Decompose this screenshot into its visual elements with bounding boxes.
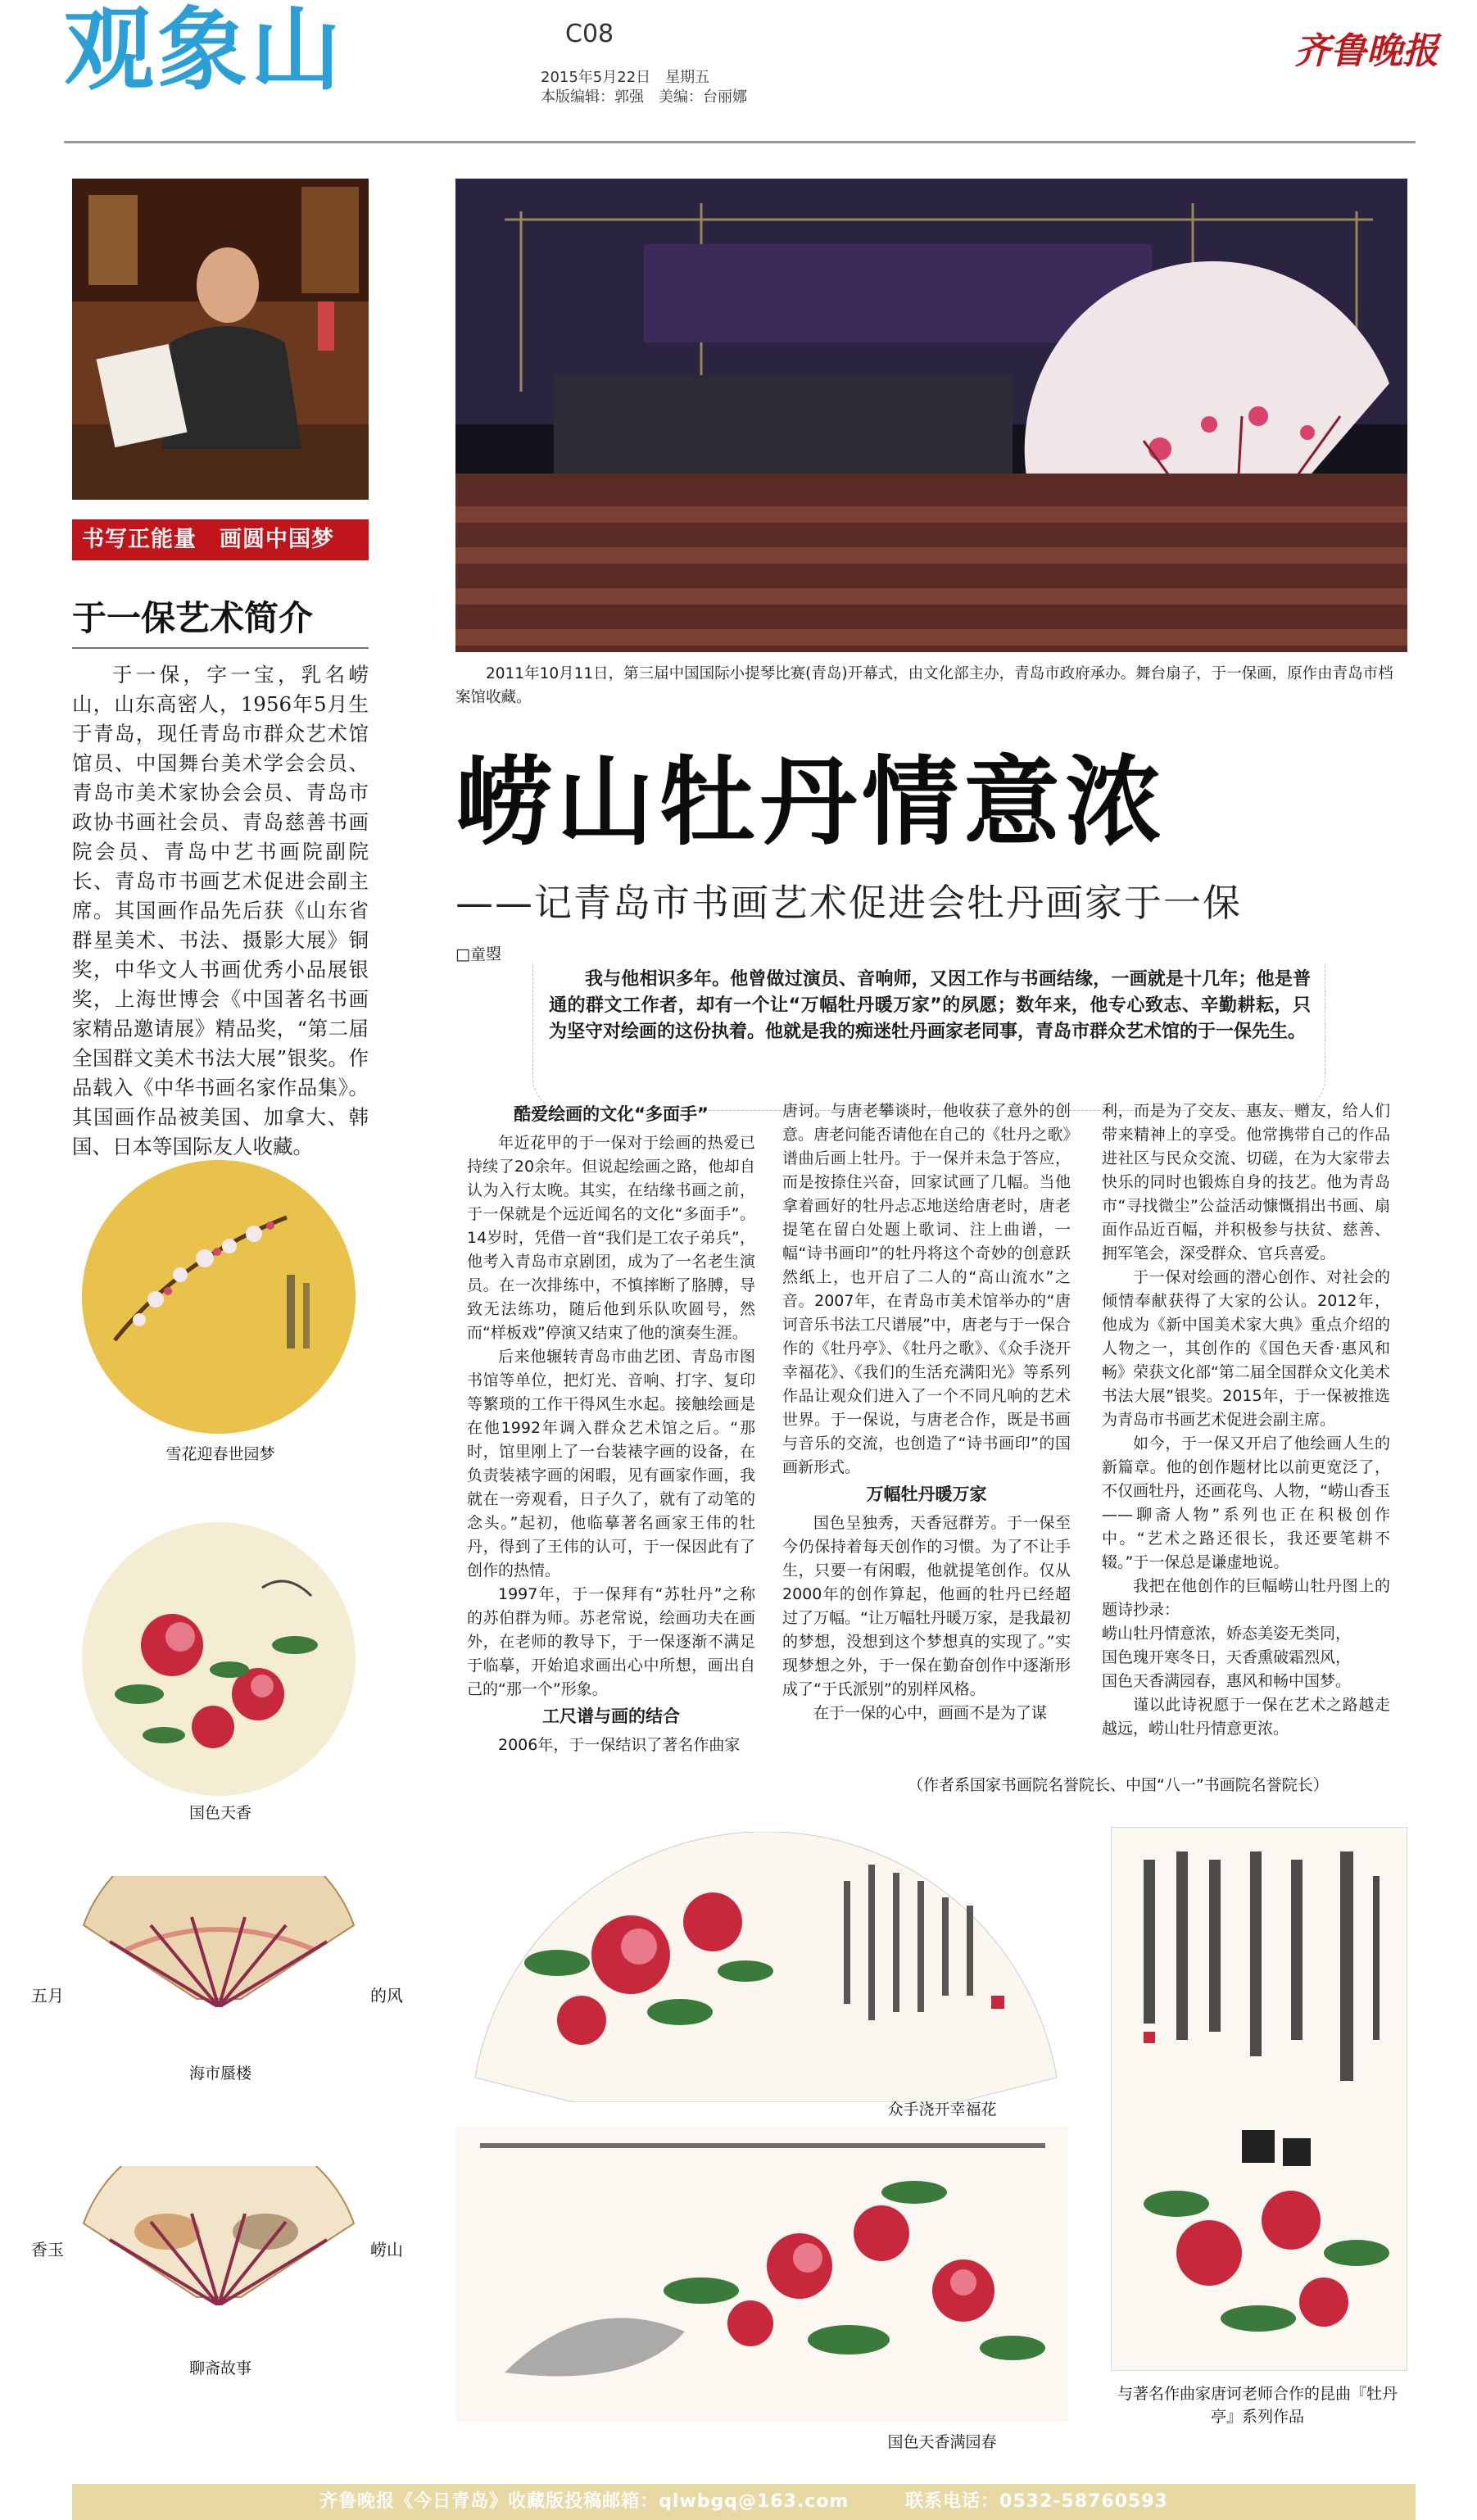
bio-divider: [72, 647, 369, 649]
paragraph: 如今，于一保又开启了他绘画人生的新篇章。他的创作题材比以前更宽泛了，不仅画牡丹，还画花鸟、人物，“崂山香玉——聊斋人物”系列也正在积极创作中。“艺术之路还很长，我还要笔耕不辍。”于一保总是谦虚地说。: [1102, 1434, 1390, 1571]
subheadline: ——记青岛市书画艺术促进会牡丹画家于一保: [455, 881, 1242, 925]
newspaper-brand-logo: 齐鲁晚报: [1294, 30, 1438, 72]
paragraph: 年近花甲的于一保对于绘画的热爱已持续了20余年。但说起绘画之路，他却自认为入行太晚。其实，在结缘书画之前，于一保就是个远近闻名的文化“多面手”。14岁时，凭借一首“我们是工农子弟兵”，他考入青岛市京剧团，成为了一名老生演员。在一次排练中，不慎摔断了胳膊，导致无法练功，随后他到乐队吹圆号，然而“样板戏”停演又结束了他的演奏生涯。: [467, 1134, 755, 1342]
paragraph: 谨以此诗祝愿于一保在艺术之路越走越远，崂山牡丹情意更浓。: [1102, 1696, 1390, 1738]
artwork-peony-fan: [82, 1522, 356, 1796]
section-heading: 万幅牡丹暖万家: [866, 1484, 987, 1504]
artwork-caption: 雪花迎春世园梦: [165, 1445, 275, 1463]
headline: 崂山牡丹情意浓: [455, 746, 1167, 859]
footer-phone: 联系电话：0532-58760593: [905, 2491, 1168, 2512]
artwork-caption: 国色天香: [188, 1804, 251, 1822]
artwork-snow-plum-fan: [82, 1160, 356, 1434]
footer-bar: [72, 2484, 1416, 2520]
artwork-spring-garden: [455, 2127, 1068, 2422]
poem-line: 国色瑰开寒冬日，天香熏破霜烈风，: [1102, 1648, 1352, 1666]
slogan-banner: 书写正能量 画圆中国梦: [72, 519, 369, 560]
section-heading: 工尺谱与画的结合: [542, 1706, 680, 1726]
header-divider: [64, 141, 1416, 143]
concert-stage-photo: [455, 179, 1407, 652]
paragraph: 2006年，于一保结识了著名作曲家: [498, 1736, 741, 1754]
artwork-folding-fan-liaozhai: [77, 2166, 360, 2305]
editor-line: 本版编辑：郭强 美编：台丽娜: [541, 88, 747, 106]
paragraph: 1997年，于一保拜有“苏牡丹”之称的苏伯群为师。苏老常说，绘画功夫在画外，在老师的教导下，于一保逐渐不满足于临摹，开始追求画出心中所想，画出自己的“那一个”形象。: [467, 1585, 755, 1698]
artwork-peony-pavilion-scroll: [1111, 1827, 1407, 2371]
poem-line: 崂山牡丹情意浓，娇态美姿无类同，: [1102, 1625, 1352, 1643]
paragraph: 我把在他创作的巨幅崂山牡丹图上的题诗抄录：: [1102, 1577, 1390, 1619]
artwork-caption: 国色天香满园春: [887, 2433, 997, 2451]
side-label-right: 崂山: [370, 2240, 403, 2259]
paragraph: 后来他辗转青岛市曲艺团、青岛市图书馆等单位，把灯光、音响、打字、复印等繁琐的工作干得风生水起。接触绘画是在他1992年调入群众艺术馆之后。“那时，馆里刚上了一台装裱字画的设备，在负责装裱字画的闲暇，见有画家作画，我就在一旁观看，日子久了，就有了动笔的念头。”起初，他临摹著名画家王伟的牡丹，得到了王伟的认可，于一保因此有了创作的热情。: [467, 1348, 755, 1580]
artwork-flowers-fan: [467, 1832, 1065, 2102]
artwork-caption: 聊斋故事: [188, 2359, 251, 2377]
paragraph: 利，而是为了交友、惠友、赠友，给人们带来精神上的享受。他常携带自己的作品进社区与民众交流、切磋，在为大家带去快乐的同时也锻炼自身的技艺。他为青岛市“寻找微尘”公益活动慷慨捐出书画、扇面作品近百幅，并积极参与扶贫、慈善、拥军笔会，深受群众、官兵喜爱。: [1102, 1102, 1390, 1262]
artwork-caption: 与著名作曲家唐诃老师合作的昆曲『牡丹亭』系列作品: [1117, 2385, 1398, 2426]
side-label-left: 五月: [31, 1986, 64, 2006]
bio-title: 于一保艺术简介: [72, 598, 314, 638]
byline: □童曌: [455, 945, 501, 963]
page-number: C08: [565, 20, 614, 48]
bio-text: 于一保，字一宝，乳名崂山，山东高密人，1956年5月生于青岛，现任青岛市群众艺术馆馆员、中国舞台美术学会会员、青岛市美术家协会会员、青岛市政协书画社会员、青岛慈善书画院会员、青岛中艺书画院副院长、青岛市书画艺术促进会副主席。其国画作品先后获《山东省群星美术、书法、摄影大展》铜奖，中华文人书画优秀小品展银奖，上海世博会《中国著名书画家精品邀请展》精品奖，“第二届全国群文美术书法大展”银奖。作品载入《中华书画名家作品集》。其国画作品被美国、加拿大、韩国、日本等国际友人收藏。: [72, 663, 369, 1158]
section-heading: 酷爱绘画的文化“多面手”: [514, 1104, 709, 1124]
paragraph: 在于一保的心中，画画不是为了谋: [813, 1704, 1048, 1722]
artwork-caption: 海市蜃楼: [188, 2064, 251, 2083]
side-label-right: 的风: [370, 1986, 403, 2006]
date-line: 2015年5月22日 星期五: [541, 69, 710, 86]
article-column-2: [782, 1099, 1071, 1725]
paragraph: 国色呈独秀，天香冠群芳。于一保至今仍保持着每天创作的习惯。为了不让手生，只要一有闲暇，他就提笔创作。仅从2000年的创作算起，他画的牡丹已经超过了万幅。“让万幅牡丹暖万家，是我最初的梦想，没想到这个梦想真的实现了。”实现梦想之外，于一保在勤奋创作中逐渐形成了“于氏派别”的别样风格。: [782, 1514, 1071, 1698]
paragraph: 于一保对绘画的潜心创作、对社会的倾情奉献获得了大家的公认。2012年，他成为《新中国美术家大典》重点介绍的人物之一，其创作的《国色天香·惠风和畅》荣获文化部“第二届全国群众文化美术书法大展”银奖。2015年，于一保被推选为青岛市书画艺术促进会副主席。: [1102, 1268, 1390, 1429]
artwork-caption: 众手浇开幸福花: [887, 2101, 997, 2119]
side-label-left: 香玉: [31, 2240, 64, 2259]
footer-email: 齐鲁晚报《今日青岛》收藏版投稿邮箱：qlwbgq@163.com: [319, 2491, 850, 2512]
poem-line: 国色天香满园春，惠风和畅中国梦。: [1102, 1672, 1352, 1690]
portrait-photo: [72, 179, 369, 500]
paragraph: 唐诃。与唐老攀谈时，他收获了意外的创意。唐老问能否请他在自己的《牡丹之歌》谱曲后画上牡丹。于一保并未急于答应，而是按捺住兴奋，回家试画了几幅。当他拿着画好的牡丹忐忑地送给唐老时，唐老提笔在留白处题上歌词、注上曲谱，一幅“诗书画印”的牡丹将这个奇妙的创意跃然纸上，也开启了二人的“高山流水”之音。2007年，在青岛市美术馆举办的“唐诃音乐书法工尺谱展”中，唐老与于一保合作的《牡丹亭》、《牡丹之歌》、《众手浇开幸福花》、《我们的生活充满阳光》等系列作品让观众们进入了一个不同凡响的艺术世界。于一保说，与唐老合作，既是书画与音乐的交流，也创造了“诗书画印”的国画新形式。: [782, 1102, 1071, 1476]
photo-caption: 2011年10月11日，第三届中国国际小提琴比赛(青岛)开幕式，由文化部主办，青岛市政府承办。舞台扇子，于一保画，原作由青岛市档案馆收藏。: [455, 665, 1393, 706]
article-column-3: [1102, 1099, 1390, 1741]
section-title: 观象山: [64, 0, 344, 102]
artwork-folding-fan-mirage: [77, 1876, 360, 2007]
article-column-1: [467, 1099, 755, 1757]
lead-paragraph: 我与他相识多年。他曾做过演员、音响师，又因工作与书画结缘，一画就是十几年；他是普通的群文工作者，却有一个让“万幅牡丹暖万家”的夙愿；数年来，他专心致志、辛勤耕耘，只为坚守对绘画的这份执着。他就是我的痴迷牡丹画家老同事，青岛市群众艺术馆的于一保先生。: [549, 969, 1311, 1042]
author-note: （作者系国家书画院名誉院长、中国“八一”书画院名誉院长）: [908, 1776, 1329, 1794]
